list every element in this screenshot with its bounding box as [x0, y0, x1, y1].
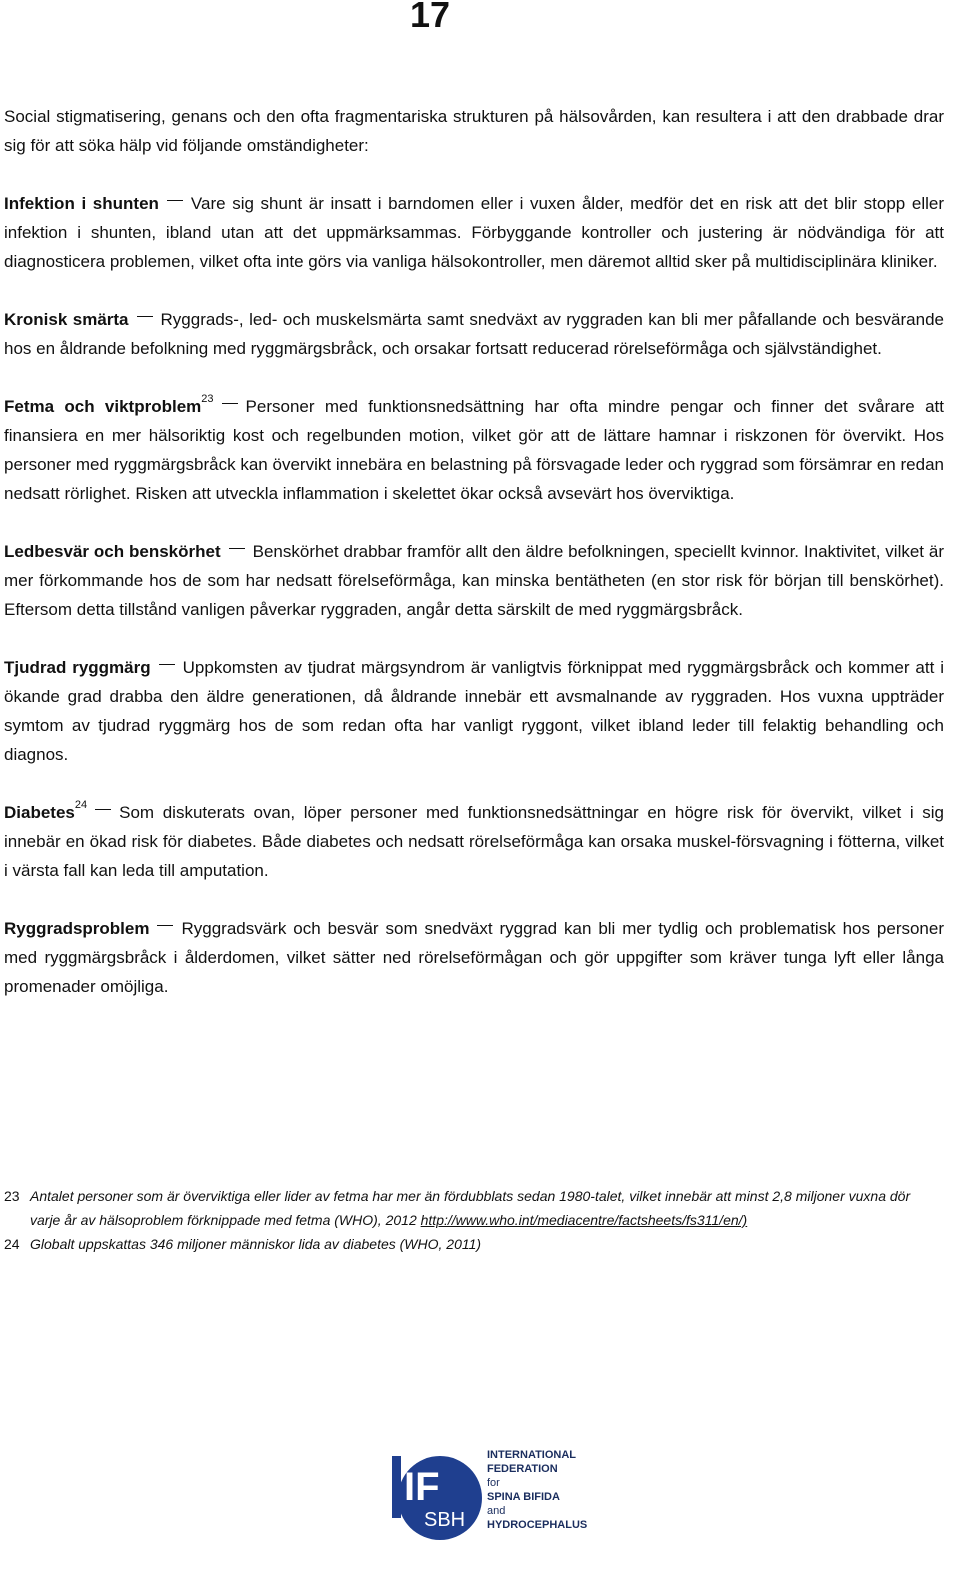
footnote-text: Antalet personer som är överviktiga eller lider av fetma har mer än fördubblats sedan 1980-talet, vilket innebär att minst 2,8 miljoner vuxna dör varje år av hälsoproblem förknippade med fetma (WHO), 2012	[30, 1188, 911, 1228]
dash-separator	[95, 809, 111, 810]
paragraph-spine-problems	[4, 914, 944, 1001]
paragraph-text: Personer med funktionsnedsättning har ofta mindre pengar och finner det svårare att finansiera en mer hälsoriktig kost och regelbunden motion, vilket gör att de lättare hamnar i riskzonen för övervikt. Hos personer med ryggmärgsbråck kan övervikt innebära en belastning på försvagade leder och ryggrad som försämrar en redan nedsatt rörlighet. Risken att utveckla inflammation i skelettet ökar också avsevärt hos överviktiga.	[4, 397, 944, 503]
footnote-ref-24[interactable]: 24	[74, 799, 88, 812]
footnote-number: 23	[4, 1188, 20, 1204]
paragraph-text: Ryggradsvärk och besvär som snedväxt ryggrad kan bli mer tydlig och problematisk hos personer med ryggmärgsbråck i ålderdomen, vilket sätter ned rörelseförmågan och gör uppgifter som kräver tunga lyft eller långa promenader omöjliga.	[4, 919, 944, 996]
ifsbh-logo-mark	[390, 1448, 486, 1558]
logo-mark-sbh: SBH	[424, 1509, 466, 1531]
paragraph-heading: Kronisk smärta	[4, 310, 129, 329]
logo-line: INTERNATIONAL	[487, 1449, 577, 1461]
page-number: 17	[409, 0, 451, 35]
paragraph-obesity	[4, 392, 944, 508]
footnote-23	[4, 1184, 944, 1232]
paragraph-diabetes	[4, 798, 944, 885]
logo-line: for	[487, 1477, 500, 1489]
footnote-ref-23[interactable]: 23	[201, 393, 214, 406]
footnote-number: 24	[4, 1236, 20, 1252]
intro-paragraph	[4, 102, 944, 160]
logo-wordmark	[487, 1448, 587, 1532]
logo-line: SPINA BIFIDA	[487, 1491, 560, 1503]
logo-line: FEDERATION	[487, 1463, 558, 1475]
logo-line: and	[487, 1505, 506, 1517]
dash-separator	[159, 664, 175, 665]
paragraph-chronic-pain	[4, 305, 944, 363]
paragraph-text: Benskörhet drabbar framför allt den äldre befolkningen, speciellt kvinnor. Inaktivitet, vilket är mer förkommande hos de som har nedsatt förelseförmåga, kan minska bentätheten (en stor risk för början till benskörhet). Eftersom detta tillstånd vanligen påverkar ryggraden, angår detta särskilt de med ryggmärgsbråck.	[4, 542, 945, 619]
dash-separator	[167, 200, 183, 201]
paragraph-text: Uppkomsten av tjudrat märgsyndrom är vanligtvis förknippat med ryggmärgsbråck och kommer att i ökande grad drabba den äldre generationen, då åldrande innebär ett avsmalnande av ryggraden. Hos vuxna uppträder symtom av tjudrad ryggmärg hos de som redan ofta har vanligt ryggont, vilket ibland leder till felaktig behandling och diagnos.	[4, 658, 944, 764]
paragraph-heading: Diabetes	[4, 803, 75, 822]
dash-separator	[222, 403, 238, 404]
paragraph-text: Som diskuterats ovan, löper personer med funktionsnedsättningar en högre risk för övervikt, vilket i sig innebär en ökad risk för diabetes. Både diabetes och nedsatt rörelseförmåga kan orsaka muskel-försvagning i fötterna, vilket i värsta fall kan leda till amputation.	[4, 803, 944, 880]
paragraph-heading: Infektion i shunten	[4, 194, 159, 213]
dash-separator	[157, 925, 173, 926]
paragraph-text: Vare sig shunt är insatt i barndomen eller i vuxen ålder, medför det en risk att det blir stopp eller infektion i shunten, ibland utan att det uppmärksammas. Förbyggande kontroller och justering är nödvändiga för att diagnosticera problemen, vilket ofta inte görs via vanliga hälsokontroller, men däremot alltid sker på multidisciplinära kliniker.	[4, 194, 945, 271]
dash-separator	[229, 548, 245, 549]
footnote-link[interactable]: http://www.who.int/mediacentre/factsheets/fs311/en/)	[420, 1212, 748, 1228]
footnote-text: Globalt uppskattas 346 miljoner människor lida av diabetes (WHO, 2011)	[30, 1236, 482, 1252]
paragraph-heading: Tjudrad ryggmärg	[4, 658, 151, 677]
paragraph-text: Social stigmatisering, genans och den ofta fragmentariska strukturen på hälsovården, kan resultera i att den drabbade drar sig för att söka hälp vid följande omständigheter:	[4, 107, 944, 155]
logo-line: HYDROCEPHALUS	[487, 1519, 588, 1531]
dash-separator	[137, 316, 153, 317]
footnote-24	[4, 1232, 944, 1256]
main-content	[4, 102, 944, 1030]
paragraph-shunt-infection	[4, 189, 944, 276]
paragraph-joint-osteoporosis	[4, 537, 944, 624]
paragraph-heading: Ryggradsproblem	[4, 919, 150, 938]
paragraph-heading: Fetma och viktproblem	[4, 397, 202, 416]
footnotes	[4, 1184, 944, 1256]
ifsbh-logo	[390, 1448, 588, 1568]
paragraph-text: Ryggrads-, led- och muskelsmärta samt snedväxt av ryggraden kan bli mer påfallande och besvärande hos en åldrande befolkning med ryggmärgsbråck, och orsakar fortsatt reducerad rörelseförmåga och självständighet.	[4, 310, 944, 358]
paragraph-tethered-cord	[4, 653, 944, 769]
paragraph-heading: Ledbesvär och benskörhet	[4, 542, 221, 561]
logo-mark-if: IF	[404, 1465, 440, 1509]
